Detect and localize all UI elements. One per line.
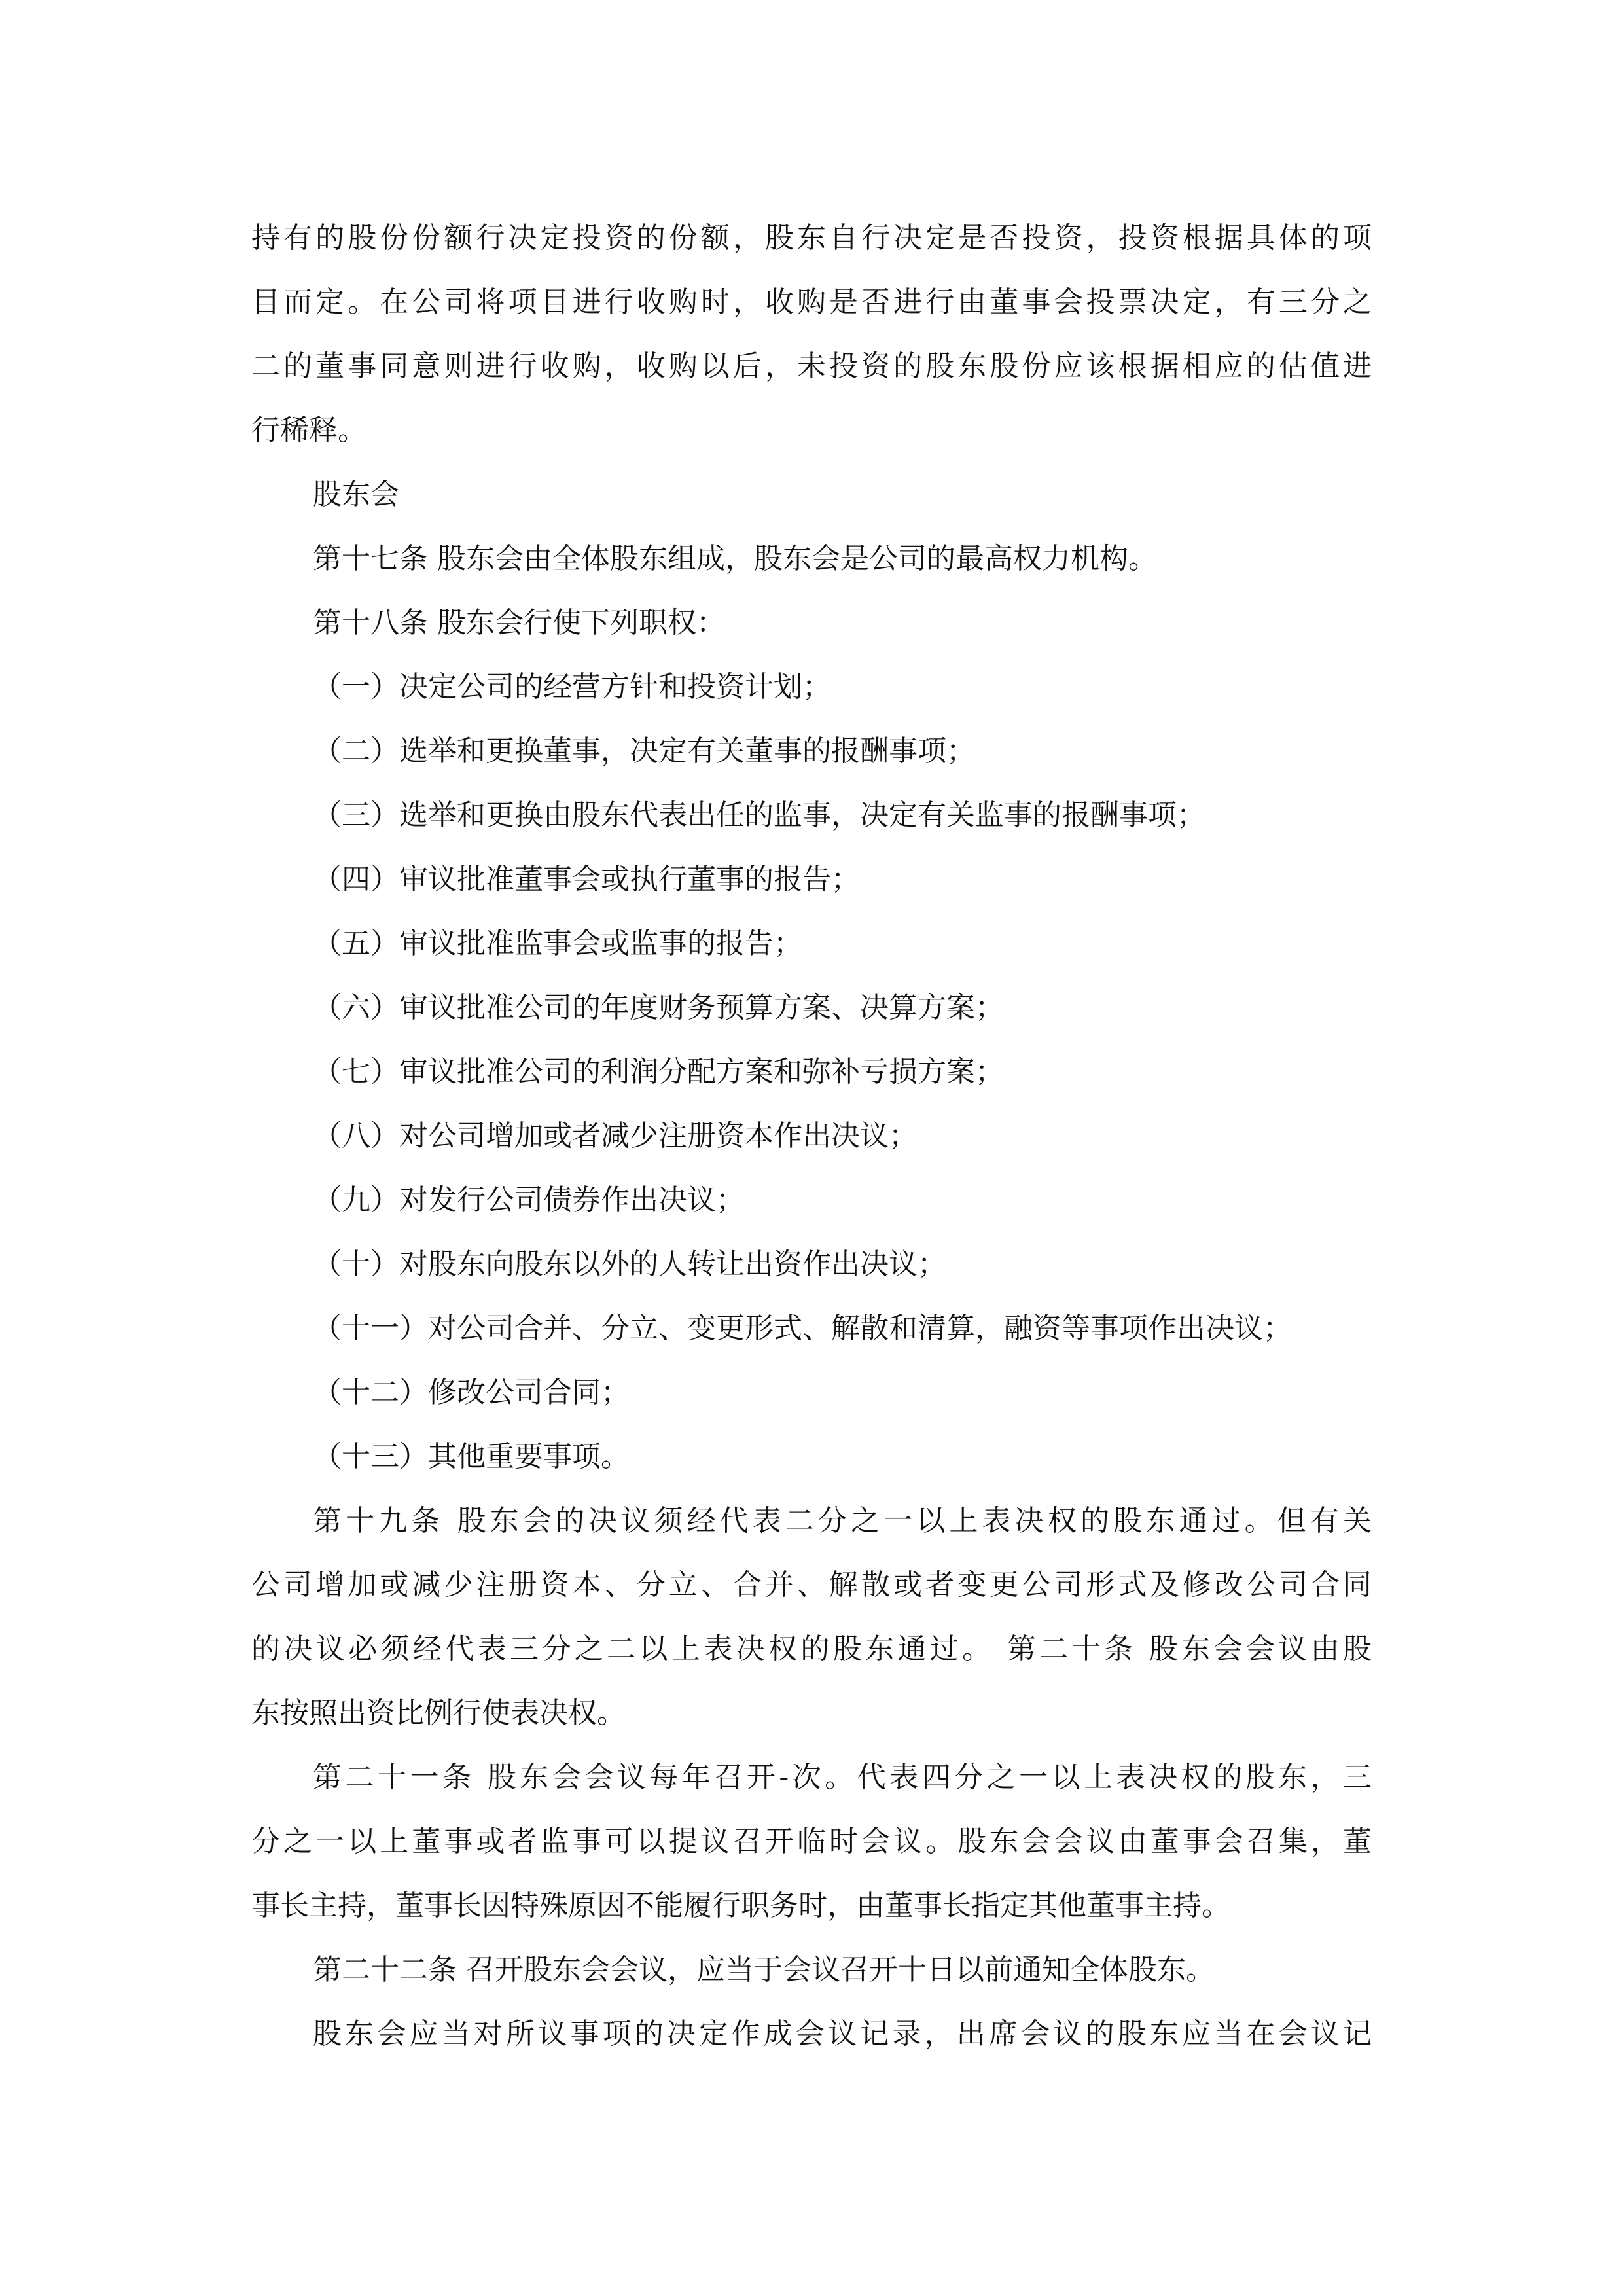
list-item: （一）决定公司的经营方针和投资计划； [313, 670, 831, 704]
text-line: 二的董事同意则进行收购，收购以后，未投资的股东股份应该根据相应的估值进 [251, 350, 1372, 383]
list-item: （六）审议批准公司的年度财务预算方案、决算方案； [313, 991, 1004, 1024]
list-item: （三）选举和更换由股东代表出任的监事，决定有关监事的报酬事项； [313, 798, 1205, 832]
list-item: （九）对发行公司债券作出决议； [313, 1183, 745, 1217]
text-line: 分之一以上董事或者监事可以提议召开临时会议。股东会会议由董事会召集，董 [251, 1825, 1372, 1858]
list-item: （八）对公司增加或者减少注册资本作出决议； [313, 1119, 918, 1153]
document-body [251, 206, 1372, 2066]
article-21: 第二十一条 股东会会议每年召开-次。代表四分之一以上表决权的股东，三 [313, 1761, 1372, 1794]
text-line: 持有的股份份额行决定投资的份额，股东自行决定是否投资，投资根据具体的项 [251, 221, 1372, 255]
text-line: 的决议必须经代表三分之二以上表决权的股东通过。 第二十条 股东会会议由股 [251, 1632, 1372, 1666]
list-item: （十一）对公司合并、分立、变更形式、解散和清算，融资等事项作出决议； [313, 1312, 1292, 1345]
section-heading: 股东会 [313, 478, 399, 511]
list-item: （十三）其他重要事项。 [313, 1440, 630, 1473]
text-line: 行稀释。 [251, 414, 366, 447]
text-line: 目而定。在公司将项目进行收购时，收购是否进行由董事会投票决定，有三分之 [251, 285, 1372, 319]
text-line: 公司增加或减少注册资本、分立、合并、解散或者变更公司形式及修改公司合同 [251, 1568, 1372, 1602]
text-line: 事长主持，董事长因特殊原因不能履行职务时，由董事长指定其他董事主持。 [251, 1889, 1230, 1922]
article-17: 第十七条 股东会由全体股东组成，股东会是公司的最高权力机构。 [313, 542, 1157, 575]
article-18: 第十八条 股东会行使下列职权： [313, 606, 725, 639]
text-line: 东按照出资比例行使表决权。 [251, 1696, 626, 1730]
list-item: （十二）修改公司合同； [313, 1376, 630, 1409]
list-item: （四）审议批准董事会或执行董事的报告； [313, 863, 860, 896]
list-item: （七）审议批准公司的利润分配方案和弥补亏损方案； [313, 1055, 1004, 1088]
text-line: 股东会应当对所议事项的决定作成会议记录，出席会议的股东应当在会议记 [313, 2017, 1372, 2051]
article-22: 第二十二条 召开股东会会议，应当于会议召开十日以前通知全体股东。 [313, 1953, 1215, 1986]
list-item: （五）审议批准监事会或监事的报告； [313, 927, 802, 960]
list-item: （十）对股东向股东以外的人转让出资作出决议； [313, 1247, 946, 1281]
article-19: 第十九条 股东会的决议须经代表二分之一以上表决权的股东通过。但有关 [313, 1504, 1372, 1537]
list-item: （二）选举和更换董事，决定有关董事的报酬事项； [313, 734, 975, 768]
